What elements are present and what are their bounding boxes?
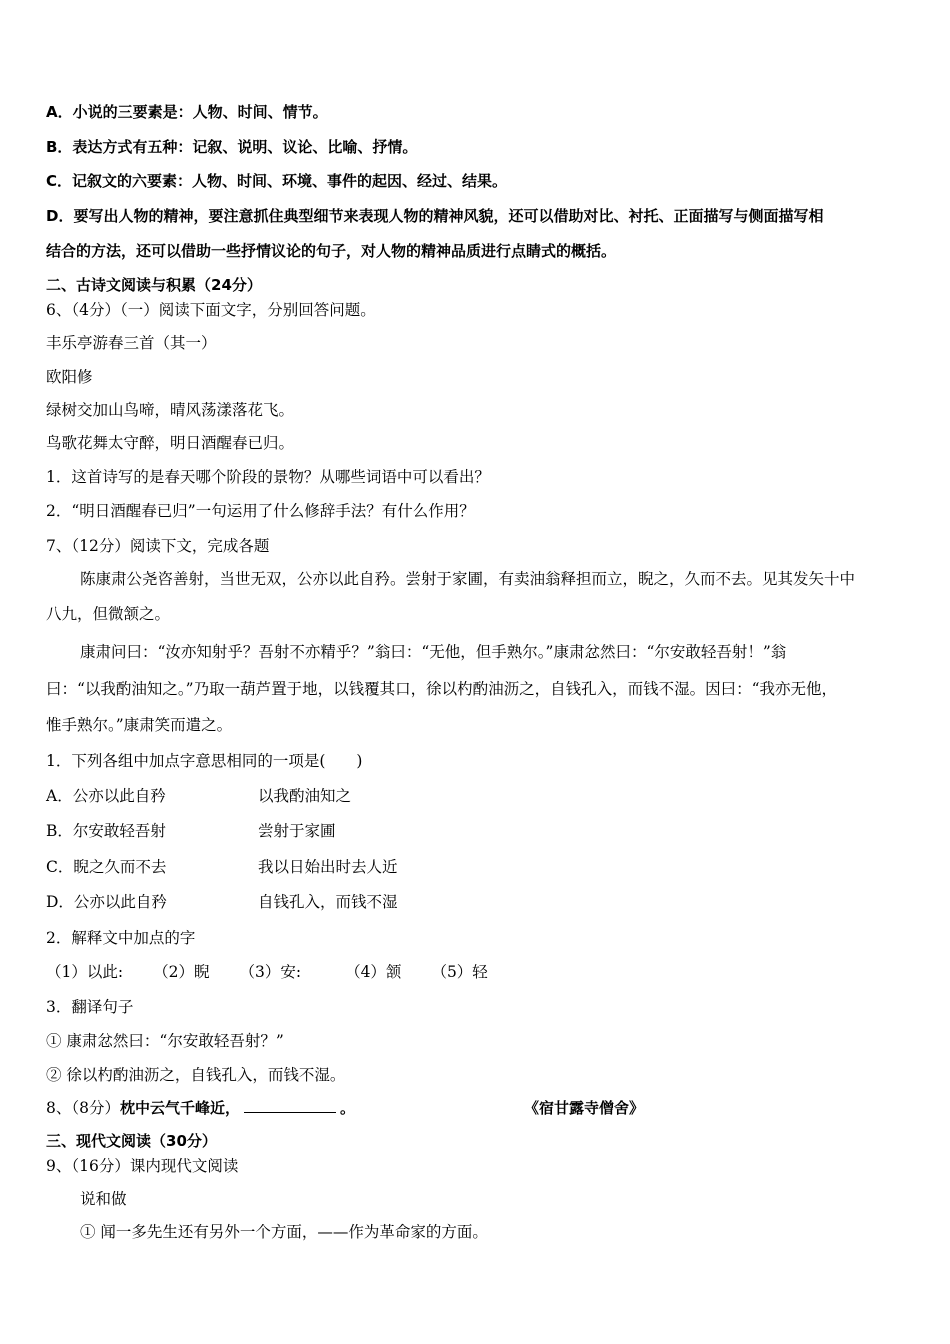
essay-p1: ① 闻一多先生还有另外一个方面，——作为革命家的方面。 (80, 1223, 488, 1241)
poem-line-2: 鸟歌花舞太守醉，明日酒醒春已归。 (46, 434, 295, 452)
q7-sub3: 3．翻译句子 (46, 998, 134, 1016)
q7-sub2: 2．解释文中加点的字 (46, 929, 196, 947)
translate-2: ② 徐以杓酌油沥之，自钱孔入，而钱不湿。 (46, 1066, 346, 1084)
section2-heading: 二、古诗文阅读与积累（24分） (46, 276, 262, 294)
sub2-item-1: （1）以此: (46, 963, 124, 981)
q7-option-b-left: B．尔安敢轻吾射 (46, 822, 166, 840)
passage-p1-line1: 陈康肃公尧咨善射，当世无双，公亦以此自矜。尝射于家圃，有卖油翁释担而立，睨之，久而不去。见其发矢十中 (80, 570, 856, 588)
q6-sub1: 1．这首诗写的是春天哪个阶段的景物？从哪些词语中可以看出？ (46, 468, 490, 486)
q8-end: 。 (340, 1099, 356, 1117)
q8-number: 8、（8分） (46, 1099, 120, 1117)
q7-option-c-left: C．睨之久而不去 (46, 858, 167, 876)
q8-source: 《宿甘露寺僧舍》 (524, 1099, 645, 1117)
option-d-line2: 结合的方法，还可以借助一些抒情议论的句子，对人物的精神品质进行点睛式的概括。 (46, 242, 617, 260)
q8-verse: 枕中云气千峰近， (119, 1099, 240, 1117)
passage-p2-line1: 康肃问曰：“汝亦知射乎？吾射不亦精乎？”翁曰：“无他，但手熟尔。”康肃忿然曰：“尔安敢轻吾射！”翁 (80, 643, 787, 661)
passage-p1-line2: 八九，但微颔之。 (46, 605, 171, 623)
option-c: C．记叙文的六要素：人物、时间、环境、事件的起因、经过、结果。 (46, 172, 508, 190)
passage-p2-line3: 惟手熟尔。”康肃笑而遣之。 (46, 716, 233, 734)
essay-title: 说和做 (80, 1190, 127, 1208)
q7-option-b-right: 尝射于家圃 (258, 822, 336, 840)
option-a: A．小说的三要素是：人物、时间、情节。 (46, 103, 328, 121)
option-b: B．表达方式有五种：记叙、说明、议论、比喻、抒情。 (46, 138, 418, 156)
q7-sub1: 1．下列各组中加点字意思相同的一项是( ) (46, 752, 363, 770)
option-d-line1: D．要写出人物的精神，要注意抓住典型细节来表现人物的精神风貌，还可以借助对比、衬托、正面描写与侧面描写相 (46, 207, 824, 225)
q7-option-a-right: 以我酌油知之 (258, 787, 352, 805)
q6-sub2: 2．“明日酒醒春已归”一句运用了什么修辞手法？有什么作用？ (46, 502, 475, 520)
q7-option-d-right: 自钱孔入，而钱不湿 (258, 893, 398, 911)
poem-title: 丰乐亭游春三首（其一） (46, 334, 217, 352)
passage-p2-line2: 曰：“以我酌油知之。”乃取一葫芦置于地，以钱覆其口，徐以杓酌油沥之，自钱孔入，而钱不湿。因曰：“我亦无他， (46, 680, 838, 698)
sub2-item-2: （2）睨 (153, 963, 210, 981)
q7-stem: 7、（12分）阅读下文，完成各题 (46, 537, 270, 555)
poem-line-1: 绿树交加山鸟啼，晴风荡漾落花飞。 (46, 401, 295, 419)
q7-option-a-left: A．公亦以此自矜 (46, 787, 166, 805)
sub2-item-3: （3）安: (239, 963, 302, 981)
q7-option-c-right: 我以日始出时去人近 (258, 858, 398, 876)
section3-heading: 三、现代文阅读（30分） (46, 1132, 217, 1150)
q9-stem: 9、（16分）课内现代文阅读 (46, 1157, 239, 1175)
poem-author: 欧阳修 (46, 368, 93, 386)
sub2-item-5: （5）轻 (431, 963, 488, 981)
sub2-item-4: （4）颔 (345, 963, 402, 981)
q7-option-d-left: D．公亦以此自矜 (46, 893, 167, 911)
q8-line (46, 1098, 355, 1118)
q6-stem: 6、（4分）（一）阅读下面文字，分别回答问题。 (46, 301, 376, 319)
q7-sub2-items (46, 962, 518, 982)
q8-answer-blank[interactable] (244, 1098, 336, 1113)
translate-1: ① 康肃忿然曰：“尔安敢轻吾射？” (46, 1032, 284, 1050)
